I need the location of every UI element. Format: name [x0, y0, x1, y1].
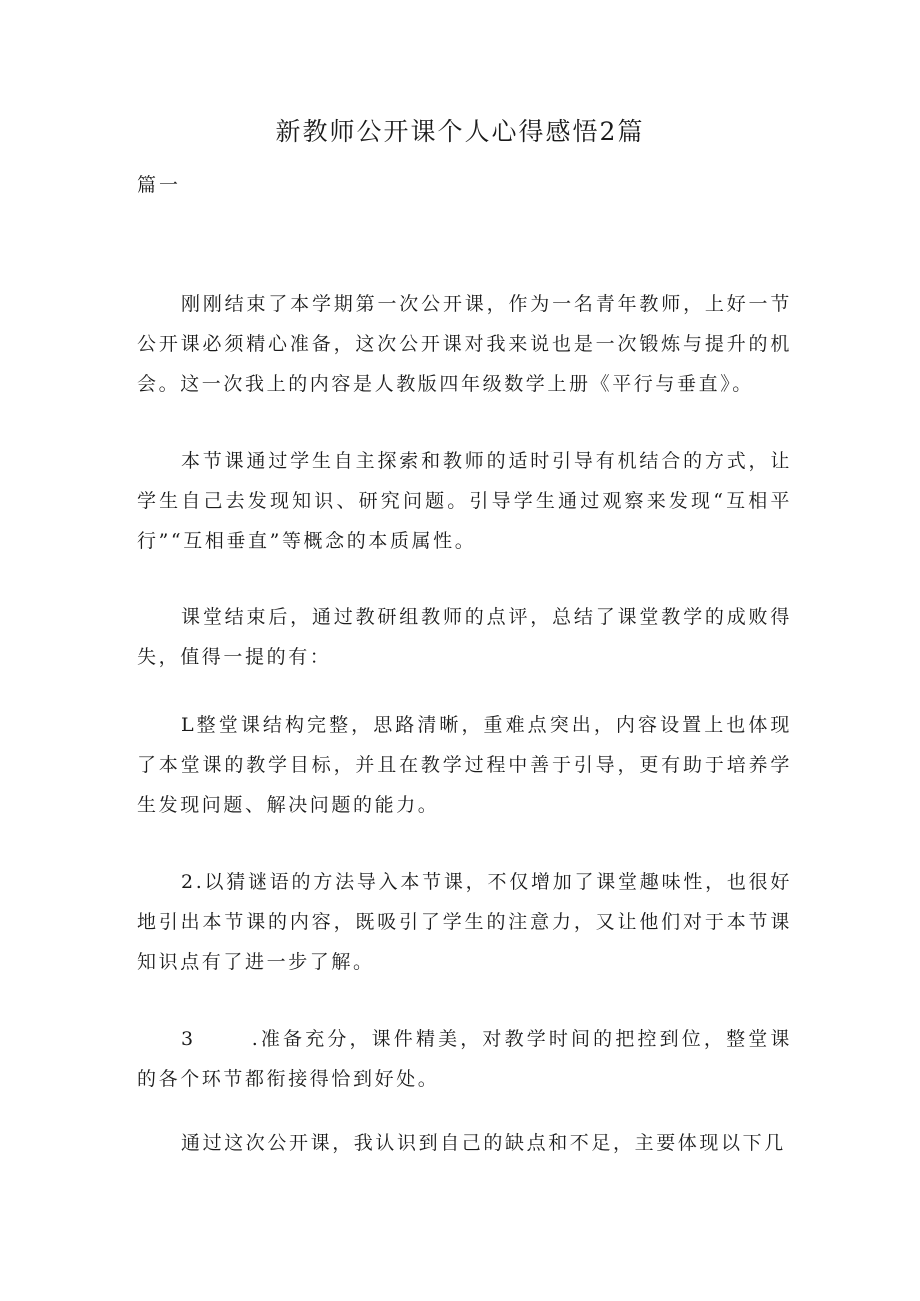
- point-3-text: .准备充分，课件精美，对教学时间的把控到位，整堂课的各个环节都衔接得恰到好处。: [137, 1028, 792, 1090]
- paragraph-intro: 刚刚结束了本学期第一次公开课，作为一名青年教师，上好一节公开课必须精心准备，这次公开课对我来说也是一次锻炼与提升的机会。这一次我上的内容是人教版四年级数学上册《平行与垂直》。: [137, 293, 792, 395]
- point-3-number: 3: [181, 1028, 196, 1050]
- paragraph-reflection: 通过这次公开课，我认识到自己的缺点和不足，主要体现以下几: [181, 1132, 786, 1154]
- paragraph-point-2: 2.以猜谜语的方法导入本节课，不仅增加了课堂趣味性，也很好地引出本节课的内容，既吸引了学生的注意力，又让他们对于本节课知识点有了进一步了解。: [137, 871, 792, 973]
- paragraph-review: 课堂结束后，通过教研组教师的点评，总结了课堂教学的成败得失，值得一提的有：: [137, 606, 792, 668]
- paragraph-point-1: L整堂课结构完整，思路清晰，重难点突出，内容设置上也体现了本堂课的教学目标，并且在教学过程中善于引导，更有助于培养学生发现问题、解决问题的能力。: [137, 714, 792, 816]
- document-title: 新教师公开课个人心得感悟2篇: [275, 117, 645, 146]
- section-label: 篇一: [137, 174, 182, 196]
- paragraph-method: 本节课通过学生自主探索和教师的适时引导有机结合的方式，让学生自己去发现知识、研究问题。引导学生通过观察来发现“互相平行”“互相垂直”等概念的本质属性。: [137, 450, 792, 552]
- paragraph-point-3: [137, 1019, 792, 1099]
